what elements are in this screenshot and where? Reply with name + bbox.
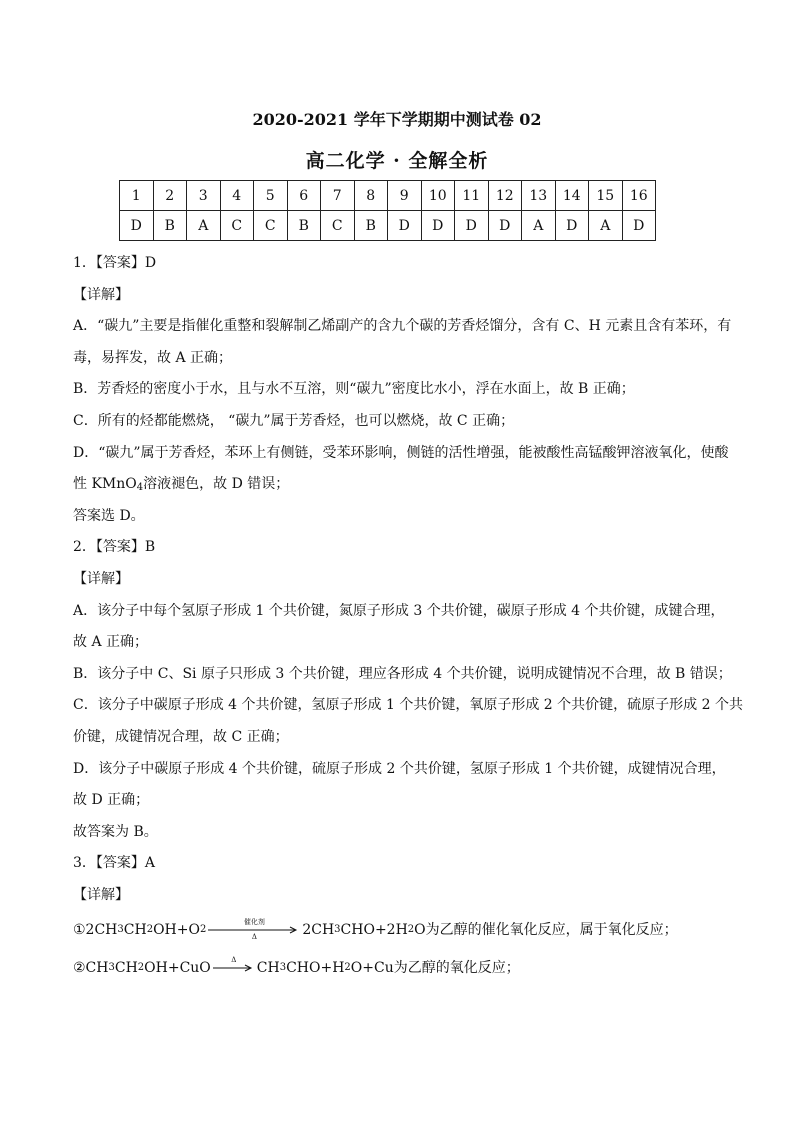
answer-table	[119, 180, 656, 241]
reaction-arrow-icon	[208, 918, 300, 942]
q1-option-a-line2: 毒，易挥发，故 A 正确；	[73, 349, 233, 366]
question-number: 3	[187, 181, 221, 211]
answer-cell: D	[622, 211, 656, 241]
arrow-condition-top: 催化剂	[243, 918, 265, 927]
question-number: 6	[287, 181, 321, 211]
question-number: 8	[354, 181, 388, 211]
answer-cell: A	[589, 211, 623, 241]
answer-cell: D	[455, 211, 489, 241]
q1-detail-heading: 【详解】	[73, 286, 129, 303]
q3-answer: 3．【答案】A	[73, 855, 156, 872]
q1-d-subscript: 4	[136, 482, 144, 494]
question-number: 12	[488, 181, 522, 211]
question-number: 1	[120, 181, 154, 211]
q2-option-d-line1: D．该分子中碳原子形成 4 个共价键，硫原子形成 2 个共价键，氢原子形成 1 个共价键，成键情况合理，	[73, 760, 726, 777]
eq1-text: 2CH	[302, 921, 335, 938]
eq2-text: CH	[114, 959, 138, 976]
answer-cell: C	[220, 211, 254, 241]
question-number: 2	[153, 181, 187, 211]
question-number: 9	[388, 181, 422, 211]
q1-d-text-pre: 性 KMnO	[73, 476, 137, 493]
q1-d-text-post: 溶液褪色，故 D 错误；	[143, 476, 290, 493]
arrow-condition-bottom: Δ	[251, 933, 257, 942]
q3-equation-2: ②CH 3 CH 2 OH+CuO Δ CH 3 CHO+H 2 O+Cu 为乙醇的氧化反应；	[73, 949, 728, 987]
arrow-condition-top: Δ	[231, 956, 237, 965]
answer-cell: B	[287, 211, 321, 241]
q1-answer: 1．【答案】D	[73, 255, 157, 271]
answer-table-answer-row	[120, 211, 656, 241]
q2-conclusion: 故答案为 B。	[73, 823, 158, 840]
exam-title: 2020-2021 学年下学期期中测试卷 02	[252, 110, 542, 129]
eq1-description: 为乙醇的催化氧化反应，属于氧化反应；	[425, 921, 678, 938]
eq2-text: CH	[256, 959, 280, 976]
answer-cell: C	[321, 211, 355, 241]
q1-option-c: C．所有的烃都能燃烧， “碳九”属于芳香烃，也可以燃烧，故 C 正确；	[73, 412, 515, 429]
answer-table-number-row	[120, 181, 656, 211]
q2-answer: 2．【答案】B	[73, 539, 156, 556]
answer-cell: B	[354, 211, 388, 241]
reaction-arrow-icon	[213, 956, 255, 980]
q2-detail-heading: 【详解】	[73, 570, 129, 587]
q3-equation-1: ①2CH 3 CH 2 OH+O 2 催化剂 Δ 2CH 3 CHO+2H 2 O 为乙醇的催化氧化反应，属于氧化反应；	[73, 911, 728, 949]
q1-option-a-line1: A．“碳九”主要是指催化重整和裂解制乙烯副产的含九个碳的芳香烃馏分，含有 C、H 元素且含有苯环，有	[73, 318, 732, 335]
eq2-description: 为乙醇的氧化反应；	[393, 959, 520, 976]
answer-cell: A	[522, 211, 556, 241]
answer-cell: D	[488, 211, 522, 241]
question-number: 15	[589, 181, 623, 211]
eq1-text: O	[414, 921, 426, 938]
question-number: 4	[220, 181, 254, 211]
q2-option-a-line2: 故 A 正确；	[73, 634, 149, 651]
answer-cell: A	[187, 211, 221, 241]
question-number: 16	[622, 181, 656, 211]
eq2-text: CHO+H	[286, 959, 345, 976]
eq1-text: CH	[123, 921, 147, 938]
q2-option-d-line2: 故 D 正确；	[73, 792, 150, 809]
question-number: 13	[522, 181, 556, 211]
answer-cell: D	[421, 211, 455, 241]
answer-cell: B	[153, 211, 187, 241]
eq2-text: O+Cu	[350, 959, 394, 976]
answer-cell: D	[120, 211, 154, 241]
q2-option-c-line1: C．该分子中碳原子形成 4 个共价键，氢原子形成 1 个共价键，氧原子形成 2 个共价键，硫原子形成 2 个共	[73, 697, 743, 714]
q1-option-b: B．芳香烃的密度小于水，且与水不互溶，则“碳九”密度比水小，浮在水面上，故 B 正确；	[73, 381, 635, 398]
question-number: 7	[321, 181, 355, 211]
eq1-text: CHO+2H	[340, 921, 408, 938]
question-number: 10	[421, 181, 455, 211]
q2-option-b: B．该分子中 C、Si 原子只形成 3 个共价键，理应各形成 4 个共价键，说明成键情况不合理，故 B 错误；	[73, 665, 732, 682]
answer-cell: D	[388, 211, 422, 241]
q3-detail-heading: 【详解】	[73, 886, 129, 903]
solution-content	[73, 248, 743, 987]
eq2-text: OH+CuO	[144, 959, 211, 976]
eq1-text: OH+O	[153, 921, 200, 938]
exam-subtitle: 高二化学 · 全解全析	[305, 150, 489, 172]
question-number: 11	[455, 181, 489, 211]
answer-cell: D	[555, 211, 589, 241]
q1-conclusion: 答案选 D。	[73, 507, 145, 524]
answer-cell: C	[254, 211, 288, 241]
q2-option-c-line2: 价键，成键情况合理，故 C 正确；	[73, 728, 289, 745]
question-number: 5	[254, 181, 288, 211]
q2-option-a-line1: A．该分子中每个氢原子形成 1 个共价键，氮原子形成 3 个共价键，碳原子形成 4 个共价键，成键合理，	[73, 602, 725, 619]
q1-option-d-line2	[73, 469, 728, 501]
arrow-line-icon	[213, 956, 255, 980]
q1-option-d-line1: D．“碳九”属于芳香烃，苯环上有侧链，受苯环影响，侧链的活性增强，能被酸性高锰酸钾溶液氧化，使酸	[73, 444, 729, 461]
question-number: 14	[555, 181, 589, 211]
eq1-text: ①2CH	[73, 921, 118, 938]
eq2-text: ②CH	[73, 959, 109, 976]
